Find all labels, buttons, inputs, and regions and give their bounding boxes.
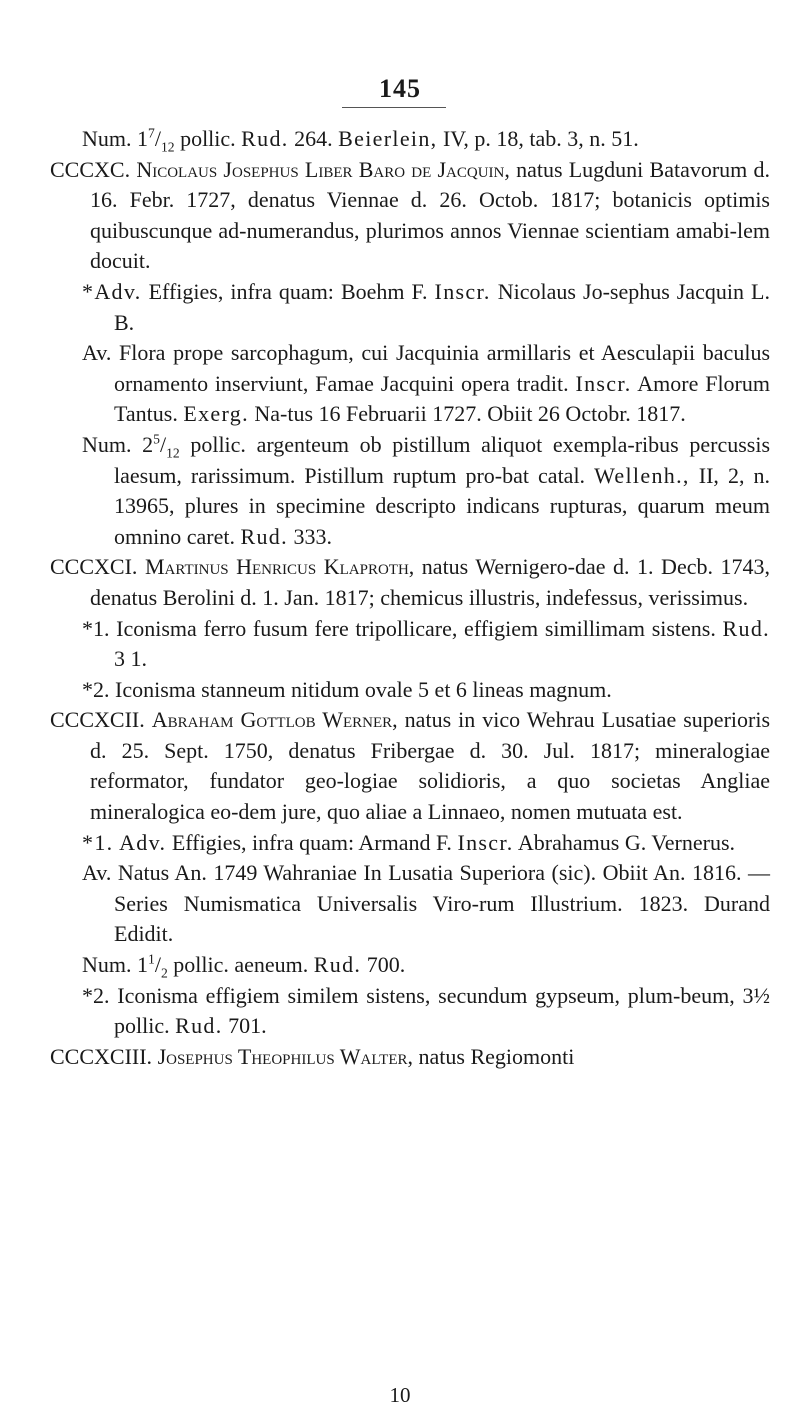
page-number: 145 [379,74,421,103]
entry-obverse: *Adv. Effigies, infra quam: Boehm F. Inscr. Nicolaus Jo-sephus Jacquin L. B. [82,278,770,335]
person-name: Nicolaus Josephus Liber Baro de Jacquin, [136,156,510,182]
entry-obverse: *1. Adv. Effigies, infra quam: Armand F. Inscr. Abrahamus G. Vernerus. [82,829,736,855]
person-name: Abraham Gottlob Werner, [151,707,398,733]
entry-reverse: Av. Natus An. 1749 Wahraniae In Lusatia Superiora (sic). Obiit An. 1816. — Series Numismatica Universalis Viro-rum Illustrium. 1823. Durand Edidit. [82,860,770,947]
entry-item: *2. Iconisma stanneum nitidum ovale 5 et 6 lineas magnum. [82,676,612,702]
page-number-rule [342,107,446,108]
entry-number: CCCXCI. [50,554,138,580]
entry-num-note: Num. $1^7/_{12}$ pollic. Rud. 264. Beierlein, IV, p. 18, tab. 3, n. 51. [82,125,639,155]
entry-number: CCCXCII. [50,707,145,733]
entry-reverse: Av. Flora prope sarcophagum, cui Jacquinia armillaris et Aesculapii baculus ornamento inserviunt, Famae Jacquini opera tradit. Inscr. Amore Florum Tantus. Exerg. Na-tus 16 Februarii 1727. Obiit 26 Octobr. 1817. [82,340,770,427]
entry-num-note: Num. $2^5/_{12}$ pollic. argenteum ob pistillum aliquot exempla-ribus percussis laesum, rarissimum. Pistillum ruptum pro-bat catal. Wellenh., II, 2, n. 13965, plures in specimine descripto indicans rupturas, quarum meum omnino caret. Rud. 333. [82,431,771,549]
entry-heading: CCCXCI. Martinus Henricus Klaproth, natus Wernigero-dae d. 1. Decb. 1743, denatus Berolini d. 1. Jan. 1817; chemicus illustris, indefessus, verissimus. [50,554,770,610]
entry-item: *1. Iconisma ferro fusum fere tripollicare, effigiem simillimam sistens. Rud. 3 1. [82,615,770,672]
person-name: Josephus Theophilus Walter, [157,1043,414,1069]
entry-number: CCCXC. [50,156,131,182]
catalogue-text [50,124,770,1072]
person-name: Martinus Henricus Klaproth, [144,554,415,580]
entry-num-note: Num. $1^1/_2$ pollic. aeneum. Rud. 700. [82,951,406,981]
entry-heading: CCCXCII. Abraham Gottlob Werner, natus in vico Wehrau Lusatiae superioris d. 25. Sept. 1750, denatus Fribergae d. 30. Jul. 1817; mineralogiae reformator, fundator geo-logiae solidioris, a quo societas Angliae mineralogica eo-dem jure, quo aliae a Linnaeo, nomen mutuata est. [50,707,771,825]
entry-heading: CCCXCIII. Josephus Theophilus Walter, natus Regiomonti [50,1043,575,1069]
entry-number: CCCXCIII. [50,1043,153,1069]
signature-mark: 10 [389,1383,411,1407]
entry-heading: CCCXC. Nicolaus Josephus Liber Baro de Jacquin, natus Lugduni Batavorum d. 16. Febr. 1727, denatus Viennae d. 26. Octob. 1817; botanicis optimis quibuscunque ad-numerandus, plurimos annos Viennae scientiam amabi-lem docuit. [50,156,770,274]
entry-item: *2. Iconisma effigiem similem sistens, secundum gypseum, plum-beum, 3½ pollic. Rud. 701. [82,982,770,1039]
